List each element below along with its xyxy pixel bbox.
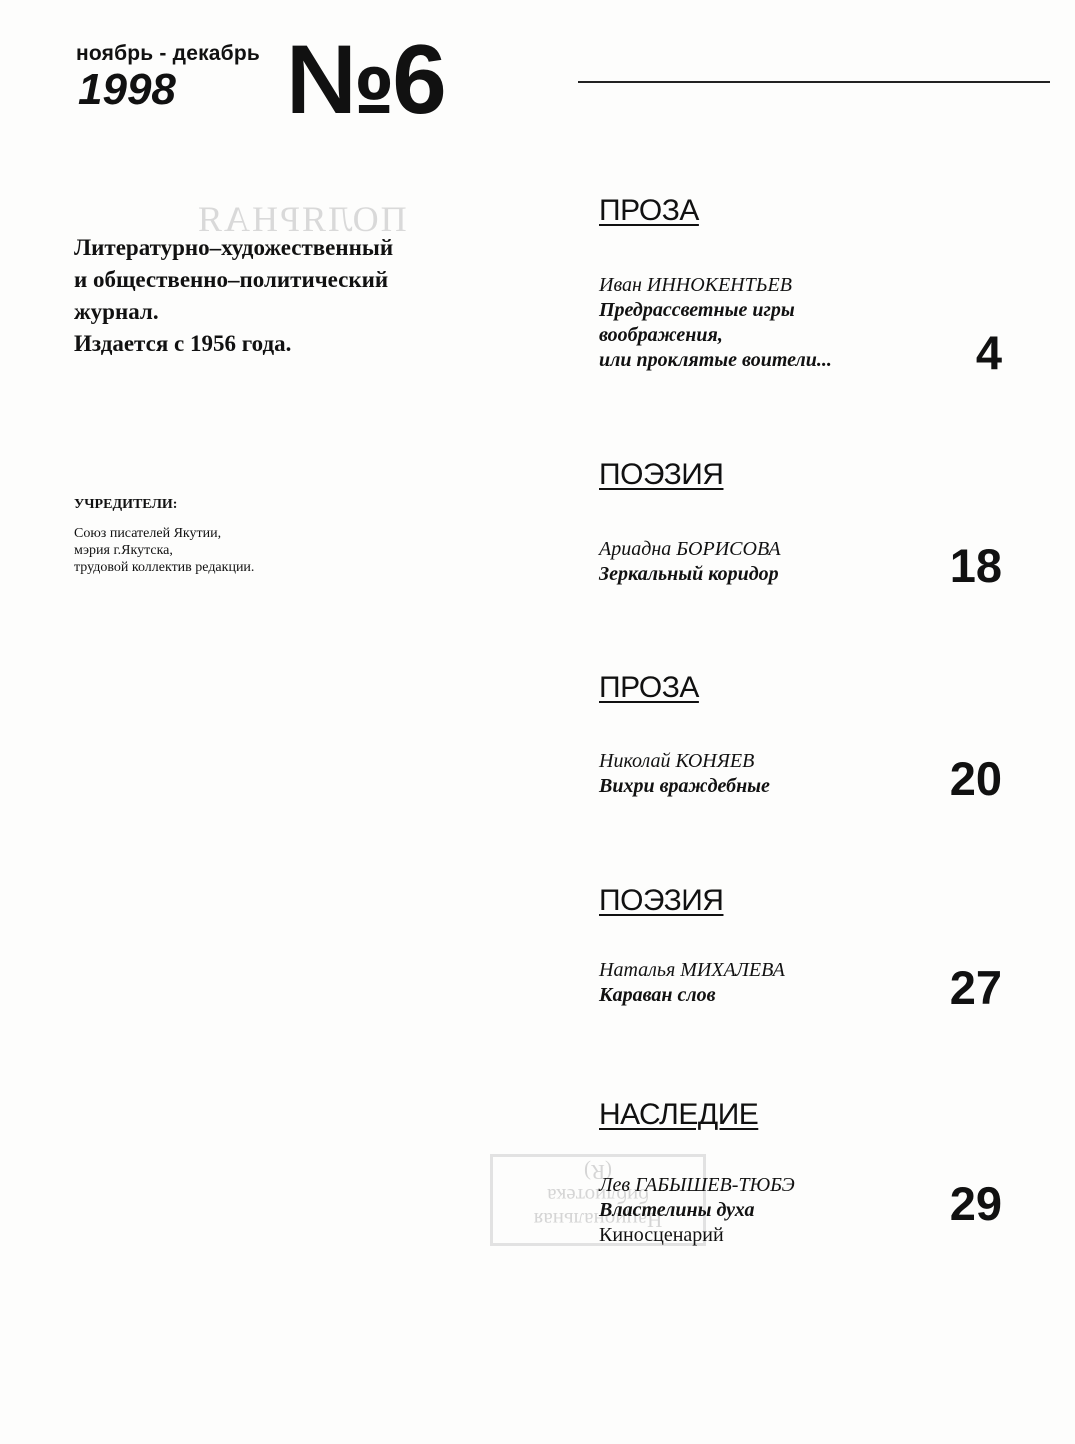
description-line: и общественно–политический	[74, 267, 389, 292]
entry-author: Наталья МИХАЛЕВА	[599, 959, 785, 981]
description-line: журнал.	[74, 299, 159, 324]
section-heading-heritage: НАСЛЕДИЕ	[599, 1098, 759, 1131]
journal-description	[74, 232, 494, 360]
faint-logo-mark: ПОЛЯРНАЯ	[196, 199, 407, 239]
entry-title: Предрассветные игры	[599, 299, 795, 321]
description-line: Издается с 1956 года.	[74, 331, 292, 356]
entry-genre: Киносценарий	[599, 1224, 724, 1246]
entry-author: Лев ГАБЫШЕВ-ТЮБЭ	[599, 1174, 795, 1196]
stamp-line: Национальная	[533, 1208, 663, 1232]
page-number: 18	[949, 539, 1002, 592]
page-number: 20	[949, 752, 1002, 805]
section-heading-poetry-1: ПОЭЗИЯ	[599, 458, 724, 491]
entry-title: Караван слов	[599, 984, 716, 1006]
stamp-line: библиотека	[547, 1184, 649, 1208]
contents-entry	[599, 958, 785, 1008]
contents-entry	[599, 1173, 795, 1248]
entry-title: Зеркальный коридор	[599, 563, 779, 585]
issue-year: 1998	[78, 65, 176, 114]
entry-author: Иван ИННОКЕНТЬЕВ	[599, 274, 792, 296]
issue-number: №6	[286, 24, 444, 134]
founders-list	[74, 525, 254, 576]
entry-title: или проклятые воители...	[599, 349, 832, 371]
founder-item: трудовой коллектив редакции.	[74, 560, 255, 575]
entry-title: Вихри враждебные	[599, 775, 770, 797]
contents-entry	[599, 749, 770, 799]
issue-month: ноябрь - декабрь	[76, 42, 260, 65]
entry-author: Николай КОНЯЕВ	[599, 750, 755, 772]
entry-title: воображения,	[599, 324, 723, 346]
stamp-line: (R)	[584, 1160, 612, 1184]
page-number: 29	[949, 1177, 1002, 1230]
section-heading-poetry-2: ПОЭЗИЯ	[599, 884, 724, 917]
description-line: Литературно–художественный	[74, 235, 394, 260]
founders-heading: УЧРЕДИТЕЛИ:	[74, 497, 178, 512]
founder-item: мэрия г.Якутска,	[74, 543, 173, 558]
page-number: 4	[975, 326, 1002, 379]
entry-author: Ариадна БОРИСОВА	[599, 538, 781, 560]
section-heading-prose-1: ПРОЗА	[599, 194, 699, 227]
section-heading-prose-2: ПРОЗА	[599, 671, 699, 704]
contents-entry	[599, 273, 832, 373]
top-rule	[578, 81, 1050, 83]
founder-item: Союз писателей Якутии,	[74, 526, 222, 541]
page-number: 27	[949, 961, 1002, 1014]
entry-title: Властелины духа	[599, 1199, 755, 1221]
contents-entry	[599, 537, 781, 587]
